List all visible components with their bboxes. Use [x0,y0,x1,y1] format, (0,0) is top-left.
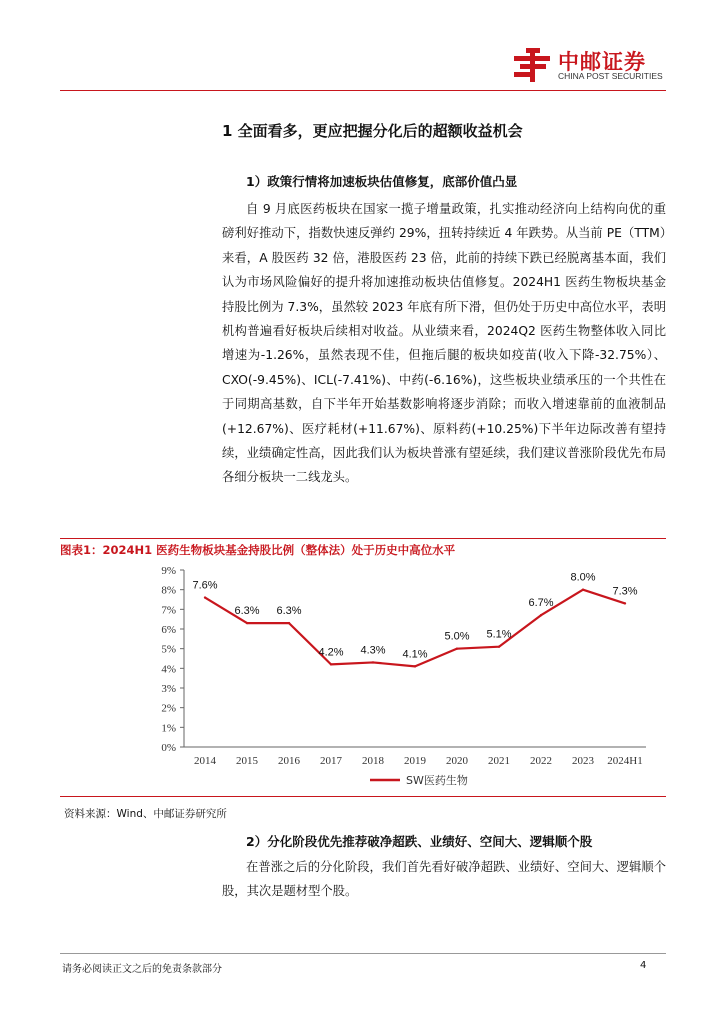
data-point [330,663,332,665]
data-point [204,596,206,598]
x-tick-label: 2015 [236,755,258,767]
data-point [414,665,416,667]
data-point [624,602,626,604]
x-tick-label: 2014 [194,755,216,767]
y-tick-label: 2% [161,702,176,715]
paragraph-1 [222,197,666,490]
logo-chinese-text: 中邮证券 [558,50,646,74]
y-tick-label: 1% [161,722,176,735]
logo-english-text: CHINA POST SECURITIES [558,71,663,81]
footer-divider [60,953,666,954]
data-label: 7.6% [192,579,218,592]
data-label: 8.0% [570,571,596,584]
y-tick-label: 0% [161,742,176,754]
data-point [372,661,374,663]
data-point [582,588,584,590]
y-tick-label: 4% [161,663,176,676]
x-tick-label: 2023 [572,755,594,767]
paragraph-1-text: 自 9 月底医药板块在国家一揽子增量政策，扎实推动经济向上结构向优的重磅利好推动下，指数快速反弹约 29%，扭转持续近 4 年跌势。从当前 PE（TTM）来看，A 股医药 32 倍，港股医药 23 倍，此前的持续下跌已经脱离基本面，我们认为市场风险偏好的提升将加速推动板块估值修复。2024H1 医药生物板块基金持股比例为 7.3%，虽然较 2023 年底有所下滑，但仍处于历史中高位水平，表明机构普遍看好板块后续相对收益。从业绩来看，2024Q2 医药生物整体收入同比增速为-1.26%，虽然表现不佳，但拖后腿的板块如疫苗(收入下降-32.75%）、CXO(-9.45%)、ICL(-7.41%)、中药(-6.16%)，这些板块业绩承压的一个共性在于同期高基数，自下半年开始基数影响将逐步消除；而收入增速靠前的血液制品(+12.67%)、医疗耗材(+11.67%)、原料药(+10.25%)下半年边际改善有望持续，业绩确定性高，因此我们认为板块普涨有望延续，我们建议普涨阶段优先布局各细分板块一二线龙头。 [222,202,666,485]
x-tick-label: 2022 [530,755,552,767]
data-label: 4.1% [402,648,428,661]
legend-label: SW医药生物 [406,774,468,787]
paragraph-2 [222,855,666,904]
header-divider [60,90,666,91]
data-label: 5.1% [486,628,512,641]
section-heading: 1 全面看多，更应把握分化后的超额收益机会 [222,122,523,140]
fund-holding-line-chart [60,560,666,792]
figure-title-bar [60,538,666,561]
data-label: 4.3% [360,644,386,657]
data-point [288,622,290,624]
footer-disclaimer: 请务必阅读正文之后的免责条款部分 [62,964,222,975]
x-tick-label: 2021 [488,755,510,767]
y-tick-label: 6% [161,624,176,636]
paragraph-2-text: 在普涨之后的分化阶段，我们首先看好破净超跌、业绩好、空间大、逻辑顺个股，其次是题材型个股。 [222,860,666,899]
data-label: 6.7% [528,597,554,610]
y-tick-label: 8% [161,584,176,597]
data-point [498,646,500,648]
y-tick-label: 7% [161,604,176,617]
y-tick-label: 9% [161,565,176,577]
x-tick-label: 2017 [320,755,342,767]
figure-title: 图表1：2024H1 医药生物板块基金持股比例（整体法）处于历史中高位水平 [60,543,456,557]
data-point [246,622,248,624]
x-tick-label: 2019 [404,755,426,767]
x-tick-label: 2024H1 [607,755,643,767]
subheading-2: 2）分化阶段优先推荐破净超跌、业绩好、空间大、逻辑顺个股 [246,834,593,849]
x-tick-label: 2018 [362,755,384,767]
data-label: 6.3% [276,605,302,618]
figure-source: 资料来源：Wind、中邮证券研究所 [64,808,227,820]
china-post-logo-icon [512,46,554,82]
y-tick-label: 3% [161,683,176,695]
data-point [540,614,542,616]
company-logo [512,46,672,86]
x-tick-label: 2020 [446,755,468,767]
figure-divider [60,796,666,797]
subheading-1: 1）政策行情将加速板块估值修复，底部价值凸显 [246,174,518,189]
data-label: 4.2% [318,646,344,659]
data-label: 7.3% [612,585,638,598]
data-label: 6.3% [234,605,260,618]
data-point [456,647,458,649]
page-number: 4 [640,960,647,971]
x-tick-label: 2016 [278,755,300,767]
data-label: 5.0% [444,630,470,643]
y-tick-label: 5% [161,643,176,656]
